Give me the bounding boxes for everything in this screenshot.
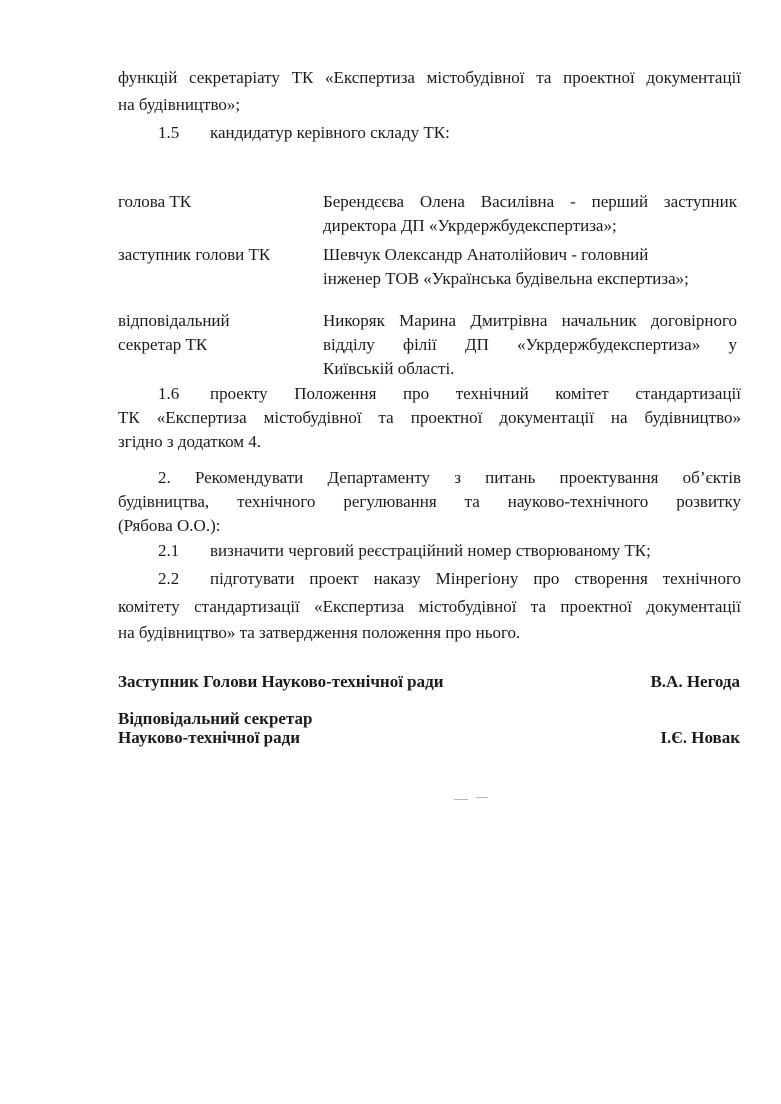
signature-title: Заступник Голови Науково-технічної ради: [118, 672, 444, 691]
item-2-line-2: будівництва, технічного регулювання та науково-технічного розвитку: [118, 492, 741, 511]
item-1-6-number: 1.6: [158, 384, 180, 403]
item-1-6-line-3: згідно з додатком 4.: [118, 432, 262, 451]
candidate-role: заступник голови ТК: [118, 245, 271, 264]
item-1-6-line-1: проекту Положення про технічний комітет стандартизації: [210, 384, 741, 403]
candidate-description-line: Берендєєва Олена Василівна - перший заступник: [323, 192, 737, 211]
item-1-5-number: 1.5: [158, 123, 180, 142]
candidate-description-line: інженер ТОВ «Українська будівельна експертиза»;: [323, 269, 689, 288]
item-2-1-number: 2.1: [158, 541, 180, 560]
intro-line-2: на будівництво»;: [118, 95, 241, 114]
signature-name: В.А. Негода: [650, 672, 740, 691]
item-2-2-line-3: на будівництво» та затвердження положення про нього.: [118, 623, 521, 642]
item-1-5-text: кандидатур керівного складу ТК:: [210, 123, 450, 142]
candidate-description-line: директора ДП «Укрдержбудекспертиза»;: [323, 216, 617, 235]
signature-name: І.Є. Новак: [660, 728, 740, 747]
item-1-6-line-2: ТК «Експертиза містобудівної та проектної документації на будівництво»: [118, 408, 741, 427]
candidate-description-line: Шевчук Олександр Анатолійович - головний: [323, 245, 649, 264]
signature-title: Відповідальний секретар: [118, 709, 313, 728]
candidate-role: голова ТК: [118, 192, 192, 211]
scan-mark: [476, 797, 488, 798]
candidate-description-line: Київській області.: [323, 359, 455, 378]
signature-title: Науково-технічної ради: [118, 728, 301, 747]
item-2-2-line-2: комітету стандартизації «Експертиза містобудівної та проектної документації: [118, 597, 741, 616]
candidate-role: відповідальний: [118, 311, 230, 330]
item-2-1-text: визначити черговий реєстраційний номер створюваному ТК;: [210, 541, 651, 560]
candidate-description-line: Никоряк Марина Дмитрівна начальник договірного: [323, 311, 737, 330]
item-2-line-3: (Рябова О.О.):: [118, 516, 221, 535]
scan-mark: [454, 799, 468, 800]
item-2-line-1: 2. Рекомендувати Департаменту з питань проектування об’єктів: [158, 468, 741, 487]
intro-line-1: функцій секретаріату ТК «Експертиза містобудівної та проектної документації: [118, 68, 741, 87]
candidate-role: секретар ТК: [118, 335, 208, 354]
item-2-2-number: 2.2: [158, 569, 180, 588]
candidate-description-line: відділу філії ДП «Укрдержбудекспертиза» у: [323, 335, 737, 354]
item-2-2-line-1: підготувати проект наказу Мінрегіону про створення технічного: [210, 569, 741, 588]
